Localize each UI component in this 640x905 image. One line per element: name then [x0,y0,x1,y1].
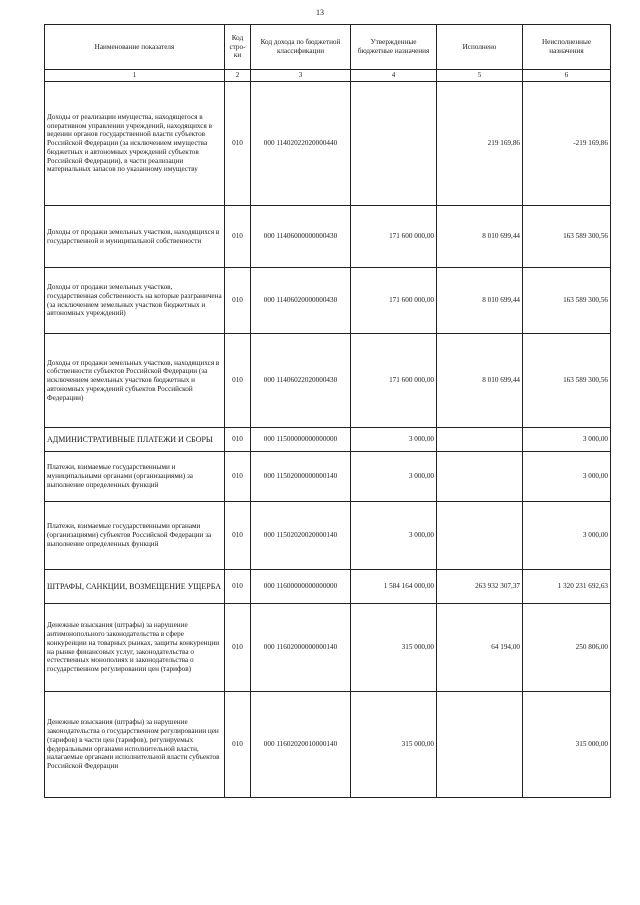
table-row [45,428,611,452]
row-unexecuted: 1 320 231 692,63 [523,570,611,604]
row-approved: 3 000,00 [351,452,437,502]
row-unexecuted: 163 589 300,56 [523,268,611,334]
row-income-code: 000 11406020000000430 [251,268,351,334]
column-number: 6 [523,70,611,82]
row-name: Доходы от продажи земельных участков, государственная собственность на которые разграничена (за исключением земельных участков бюджетных и автономных учреждений) [45,268,225,334]
header-approved: Утвержденные бюджетные назначения [351,25,437,70]
row-income-code: 000 11406000000000430 [251,206,351,268]
table-row [45,334,611,428]
table-row [45,502,611,570]
row-unexecuted: 315 000,00 [523,692,611,798]
row-executed [437,428,523,452]
row-approved: 171 600 000,00 [351,206,437,268]
row-line-code: 010 [225,428,251,452]
row-income-code: 000 11502000000000140 [251,452,351,502]
table-row [45,268,611,334]
header-unexecuted: Неисполненные назначения [523,25,611,70]
row-name: Денежные взыскания (штрафы) за нарушение законодательства о государственном регулировании цен (тарифов) в части цен (тарифов), регулируемых федеральными органами исполнительной власти, налагаемые органами исполнительной власти субъектов Российской Федерации [45,692,225,798]
row-executed [437,452,523,502]
row-approved: 3 000,00 [351,502,437,570]
row-unexecuted: 250 806,00 [523,604,611,692]
row-name: Доходы от продажи земельных участков, находящихся в государственной и муниципальной собственности [45,206,225,268]
row-name: Платежи, взимаемые государственными и муниципальными органами (организациями) за выполнение определенных функций [45,452,225,502]
column-number-row [45,70,611,82]
row-line-code: 010 [225,82,251,206]
row-line-code: 010 [225,268,251,334]
row-executed: 8 010 699,44 [437,334,523,428]
header-line-code: Код стро-ки [225,25,251,70]
row-executed: 8 010 699,44 [437,268,523,334]
row-unexecuted: 163 589 300,56 [523,334,611,428]
row-line-code: 010 [225,334,251,428]
row-approved: 171 600 000,00 [351,334,437,428]
row-executed: 219 169,86 [437,82,523,206]
row-unexecuted: 163 589 300,56 [523,206,611,268]
row-executed [437,502,523,570]
row-income-code: 000 11406022020000430 [251,334,351,428]
row-income-code: 000 11600000000000000 [251,570,351,604]
row-executed [437,692,523,798]
row-income-code: 000 11602000000000140 [251,604,351,692]
column-number: 1 [45,70,225,82]
row-income-code: 000 11502020020000140 [251,502,351,570]
row-unexecuted: 3 000,00 [523,428,611,452]
row-approved: 315 000,00 [351,692,437,798]
row-name: Платежи, взимаемые государственными органами (организациями) субъектов Российской Федерации за выполнение определенных функций [45,502,225,570]
row-name: ШТРАФЫ, САНКЦИИ, ВОЗМЕЩЕНИЕ УЩЕРБА [45,570,225,604]
header-income-code: Код дохода по бюджетной классификации [251,25,351,70]
row-executed: 64 194,00 [437,604,523,692]
table-row [45,206,611,268]
row-executed: 8 010 699,44 [437,206,523,268]
column-number: 4 [351,70,437,82]
row-name: Доходы от реализации имущества, находящегося в оперативном управлении учреждений, находящихся в ведении органов государственной власти субъектов Российской Федерации (за исключением имущества бюджетных и автономных учреждений субъектов Российской Федерации), в части реализации материальных запасов по указанному имуществу [45,82,225,206]
row-approved: 3 000,00 [351,428,437,452]
row-line-code: 010 [225,604,251,692]
row-line-code: 010 [225,452,251,502]
revenue-report-table [44,24,611,798]
row-approved: 1 584 164 000,00 [351,570,437,604]
row-income-code: 000 11402022020000440 [251,82,351,206]
header-name: Наименование показателя [45,25,225,70]
row-line-code: 010 [225,692,251,798]
row-name: Денежные взыскания (штрафы) за нарушение антимонопольного законодательства в сфере конкуренции на товарных рынках, защиты конкуренции на рынке финансовых услуг, законодательства о естественных монополиях и законодательства о государственном регулировании цен (тарифов) [45,604,225,692]
column-number: 5 [437,70,523,82]
row-name: АДМИНИСТРАТИВНЫЕ ПЛАТЕЖИ И СБОРЫ [45,428,225,452]
table-row [45,452,611,502]
row-approved [351,82,437,206]
row-line-code: 010 [225,570,251,604]
row-income-code: 000 11500000000000000 [251,428,351,452]
table-row [45,82,611,206]
row-unexecuted: 3 000,00 [523,502,611,570]
row-approved: 171 600 000,00 [351,268,437,334]
header-executed: Исполнено [437,25,523,70]
table-row [45,692,611,798]
table-row [45,570,611,604]
row-unexecuted: -219 169,86 [523,82,611,206]
row-name: Доходы от продажи земельных участков, находящихся в собственности субъектов Российской Федерации (за исключением земельных участков бюджетных и автономных учреждений субъектов Российской Федерации) [45,334,225,428]
row-approved: 315 000,00 [351,604,437,692]
page-number: 13 [316,8,324,17]
row-unexecuted: 3 000,00 [523,452,611,502]
row-line-code: 010 [225,502,251,570]
row-executed: 263 932 307,37 [437,570,523,604]
row-line-code: 010 [225,206,251,268]
table-row [45,604,611,692]
table-header-row [45,25,611,70]
column-number: 3 [251,70,351,82]
column-number: 2 [225,70,251,82]
row-income-code: 000 11602020010000140 [251,692,351,798]
